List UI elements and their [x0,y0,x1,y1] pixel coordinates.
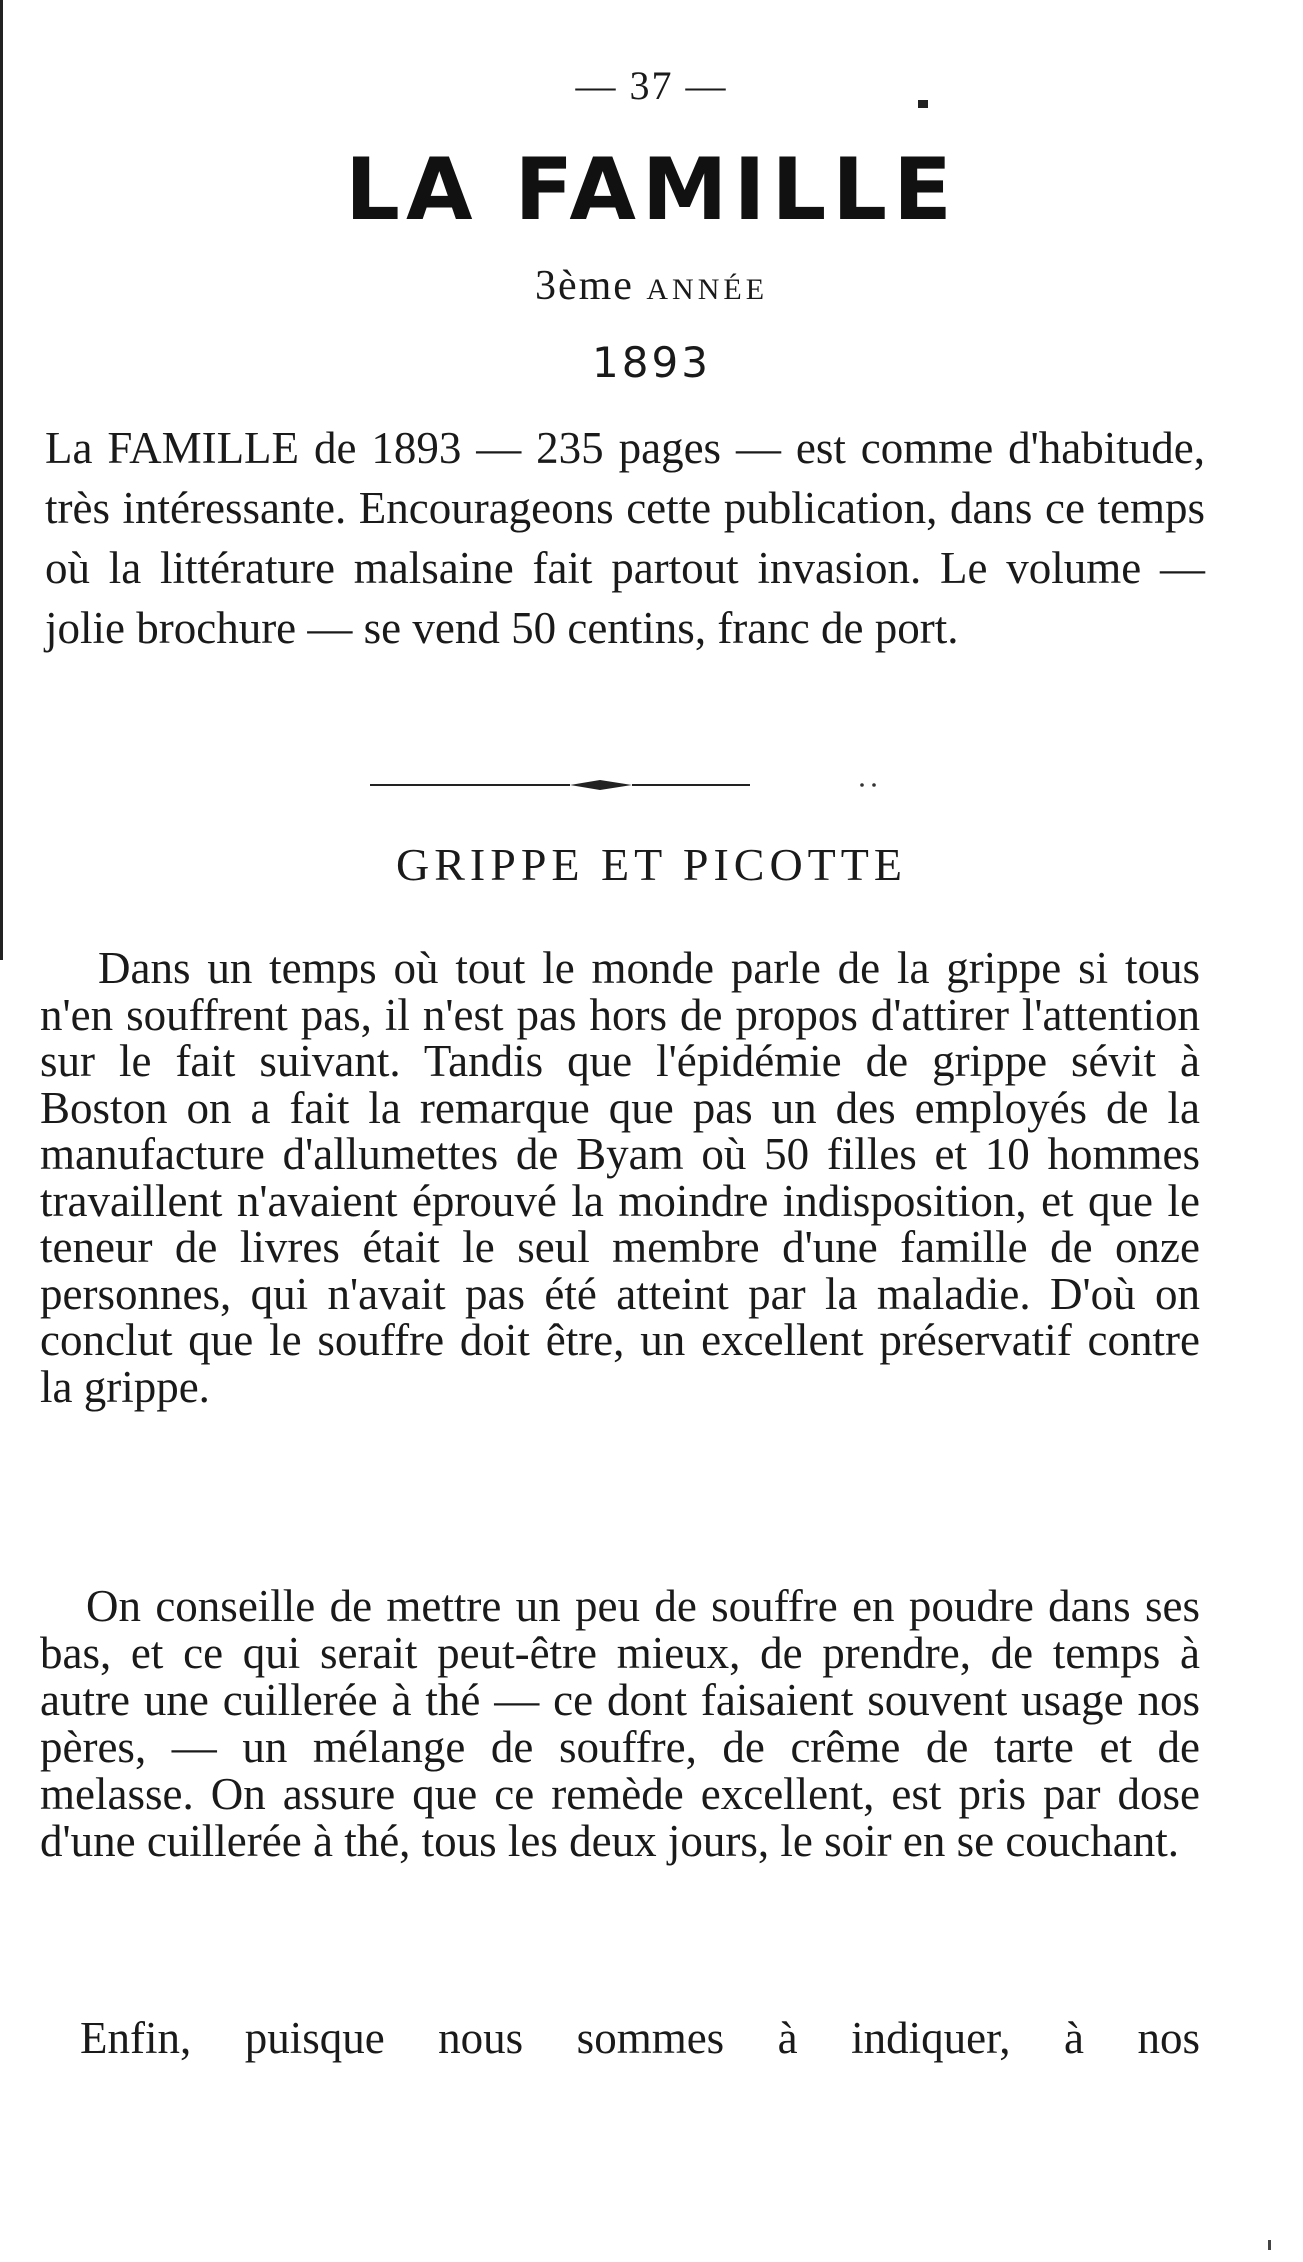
body-paragraph-1: Dans un temps où tout le monde parle de la grippe si tous n'en souffrent pas, il n'est pas hors de propos d'attirer l'attention sur le fait suivant. Tandis que l'épidémie de grippe sévit à Boston on a fait la remarque que pas un des employés de la manufacture d'allumettes de Byam où 50 filles et 10 hommes travaillent n'avaient éprouvé la moindre indisposition, et que le teneur de livres était le seul membre d'une famille de onze personnes, qui n'avait pas été atteint par la maladie. D'où on conclut que le souffre doit être, un excellent préservatif contre la grippe. [40,943,1200,1412]
page-number: — 37 — [575,63,728,108]
masthead-title: LA FAMILLE [345,140,958,240]
subtitle-ordinal: 3ème [534,263,634,309]
body-paragraph-3: Enfin, puisque nous sommes à indiquer, à nos [80,2013,1200,2063]
year: 1893 [592,338,711,387]
intro-paragraph: La FAMILLE de 1893 — 235 pages — est comme d'habitude, très intéressante. Encourageons cette publication, dans ce temps où la littérature malsaine fait partout invasion. Le volume — jolie brochure — se vend 50 centins, franc de port. [45,423,1205,653]
body-paragraph-2: On conseille de mettre un peu de souffre en poudre dans ses bas, et ce qui serait peut-être mieux, de prendre, de temps à autre une cuillerée à thé — ce dont faisaient souvent usage nos pères, — un mélange de souffre, de crême de tarte et de melasse. On assure que ce remède excellent, est pris par dose d'une cuillerée à thé, tous les deux jours, le soir en se couchant. [40,1581,1200,1866]
section-title: GRIPPE ET PICOTTE [396,839,907,890]
subtitle-word: ANNÉE [646,273,769,306]
